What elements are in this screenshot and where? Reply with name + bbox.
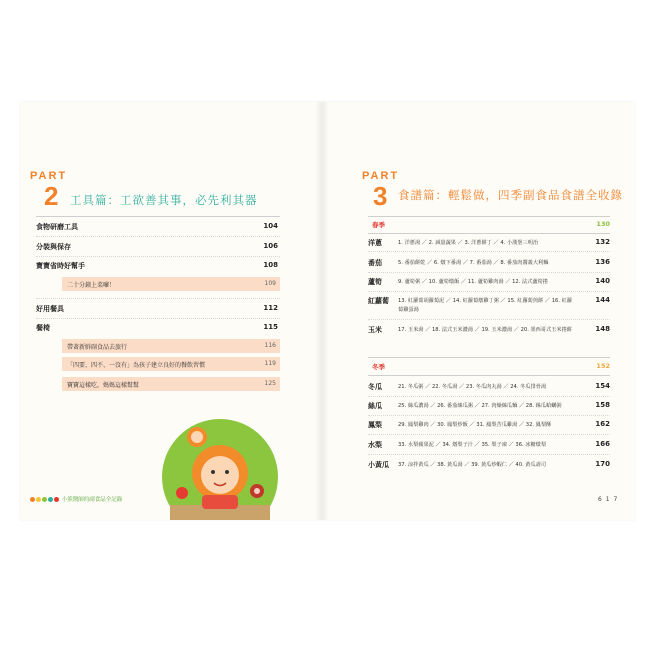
ingredient-name: 洋蔥 — [368, 239, 382, 247]
recipe-page: 132 — [595, 238, 610, 246]
divider — [368, 396, 610, 397]
part-number: 3 — [373, 181, 388, 211]
recipe-list: 29. 鳳梨雞肉 ／ 30. 鳳梨炒飯 ／ 31. 鳳梨苦瓜雞湯 ／ 32. 鳳梨酥 — [398, 422, 552, 428]
divider — [36, 318, 280, 319]
small-lion-face — [191, 431, 203, 443]
lion-eye — [225, 470, 229, 474]
divider — [368, 233, 610, 234]
ingredient-name: 紅蘿蔔 — [368, 297, 389, 305]
toc-subentry[interactable] — [62, 339, 280, 353]
toc-entry-title: 食物研磨工具 — [36, 223, 78, 231]
section-title: 食譜篇：輕鬆做，四季副食品食譜全收錄 — [398, 188, 623, 202]
part-label: PART — [30, 170, 68, 182]
toc-entry-page: 119 — [264, 360, 276, 367]
divider — [36, 216, 280, 217]
divider — [368, 375, 610, 376]
toc-entry-title: 寶寶這樣吃，媽媽這樣幫幫 — [67, 382, 140, 389]
footer-dots-icon — [30, 497, 62, 503]
toc-entry-title: 帶著新鮮副食品去旅行 — [67, 344, 128, 351]
recipe-list: 5. 番茄餅乾 ／ 6. 燉下番湯 ／ 7. 番茄湯 ／ 8. 番茄肉醬義大利麵 — [398, 260, 549, 266]
ingredient-name: 小黃瓜 — [368, 461, 389, 469]
divider — [368, 434, 610, 435]
divider — [368, 319, 610, 320]
lion-illustration — [160, 415, 280, 520]
divider — [36, 298, 280, 299]
toc-entry-page: 104 — [263, 222, 278, 230]
recipe-list: 37. 涼拌黃瓜 ／ 38. 黃瓜湯 ／ 39. 黃瓜炒蝦仁 ／ 40. 黃瓜壽司 — [398, 462, 547, 468]
toc-entry-page: 115 — [263, 323, 278, 331]
lion-shirt — [202, 495, 238, 509]
recipe-page: 162 — [595, 420, 610, 428]
recipe-list: 9. 蘆筍粥 ／ 10. 蘆筍燉飯 ／ 11. 蘆筍雞肉湯 ／ 12. 法式蘆筍捲 — [398, 279, 548, 285]
toc-entry-title: 寶寶省時好幫手 — [36, 262, 85, 270]
ingredient-name: 水梨 — [368, 441, 382, 449]
divider — [368, 357, 610, 358]
section-title: 工具篇：工欲善其事，必先利其器 — [70, 193, 258, 207]
toc-entry[interactable] — [36, 321, 278, 335]
apple-icon — [176, 487, 188, 499]
ingredient-name: 蘆筍 — [368, 278, 382, 286]
divider — [368, 272, 610, 273]
recipe-page: 144 — [595, 296, 610, 304]
ingredient-name: 鳳梨 — [368, 421, 382, 429]
footer-book-title: 小熊醫師的副食品全記錄 — [61, 497, 123, 503]
divider — [368, 216, 610, 217]
toc-entry-title: 「四要、四不、一沒有」為孩子建立良好的餐飲習慣 — [67, 362, 206, 369]
season-header[interactable] — [372, 361, 610, 373]
toc-entry-title: 二十分鐘上菜囉！ — [67, 282, 116, 289]
recipe-page: 170 — [595, 460, 610, 468]
season-name: 春季 — [372, 221, 385, 229]
recipe-list: 1. 洋蔥湯 ／ 2. 減量蔬果 ／ 3. 洋蔥餅丁 ／ 4. 小漢堡三明治 — [398, 240, 539, 246]
ingredient-name: 番茄 — [368, 259, 382, 267]
recipe-page: 154 — [595, 382, 610, 390]
footer — [30, 495, 122, 503]
divider — [368, 291, 610, 292]
page-numbers: 6 1 7 — [598, 496, 619, 503]
season-page: 130 — [596, 220, 610, 228]
toc-subentry[interactable] — [62, 357, 280, 371]
season-header[interactable] — [372, 219, 610, 231]
recipe-page: 140 — [595, 277, 610, 285]
recipe-list: 33. 水梨蘋果泥 ／ 34. 燉梨子汁 ／ 35. 梨子凍 ／ 36. 冰糖燉梨 — [398, 442, 547, 448]
ingredient-name: 玉米 — [368, 326, 382, 334]
recipe-page: 158 — [595, 401, 610, 409]
divider — [368, 415, 610, 416]
toc-subentry[interactable] — [62, 377, 280, 391]
recipe-list: 17. 玉米湯 ／ 18. 法式玉米濃湯 ／ 19. 玉米濃湯 ／ 20. 墨西哥式玉米捲餅 — [398, 327, 572, 333]
book-gutter — [315, 102, 329, 520]
toc-entry-page: 125 — [264, 380, 276, 387]
toc-entry-page: 106 — [263, 242, 278, 250]
toc-entry[interactable] — [36, 259, 278, 273]
lion-face — [201, 456, 239, 494]
recipe-list: 25. 絲瓜濃湯 ／ 26. 番茄絲瓜粥 ／ 27. 肉燥絲瓜麵 ／ 28. 絲瓜蛤蠣粥 — [398, 403, 562, 409]
toc-entry[interactable] — [36, 240, 278, 254]
lion-eye — [211, 470, 215, 474]
recipe-page: 166 — [595, 440, 610, 448]
toc-entry-page: 109 — [264, 280, 276, 287]
recipe-page: 136 — [595, 258, 610, 266]
part-number: 2 — [44, 181, 59, 211]
toc-entry-title: 分裝與保存 — [36, 243, 71, 251]
divider — [36, 256, 280, 257]
toc-entry[interactable] — [36, 302, 278, 316]
meat-bone — [254, 488, 260, 494]
recipe-list: 13. 紅蘿蔔胡蘿蔔泥 ／ 14. 紅蘿蔔燉雞丁粥 ／ 15. 紅蘿蔔煎餅 ／ 16. 紅蘿蔔雞蛋湯 — [398, 298, 572, 313]
toc-entry-page: 112 — [263, 304, 278, 312]
divider — [368, 251, 610, 252]
part-label: PART — [362, 170, 400, 182]
toc-subentry[interactable] — [62, 277, 280, 291]
divider — [36, 236, 280, 237]
recipe-page: 148 — [595, 325, 610, 333]
toc-entry-title: 餐椅 — [36, 324, 50, 332]
divider — [368, 454, 610, 455]
ingredient-name: 冬瓜 — [368, 383, 382, 391]
toc-entry-page: 116 — [264, 342, 276, 349]
season-name: 冬季 — [372, 363, 385, 371]
recipe-list: 21. 冬瓜粥 ／ 22. 冬瓜湯 ／ 23. 冬瓜肉丸湯 ／ 24. 冬瓜排骨湯 — [398, 384, 547, 390]
toc-entry-page: 108 — [263, 261, 278, 269]
toc-entry[interactable] — [36, 220, 278, 234]
season-page: 152 — [596, 362, 610, 370]
ingredient-name: 絲瓜 — [368, 402, 382, 410]
toc-entry-title: 好用餐具 — [36, 305, 64, 313]
